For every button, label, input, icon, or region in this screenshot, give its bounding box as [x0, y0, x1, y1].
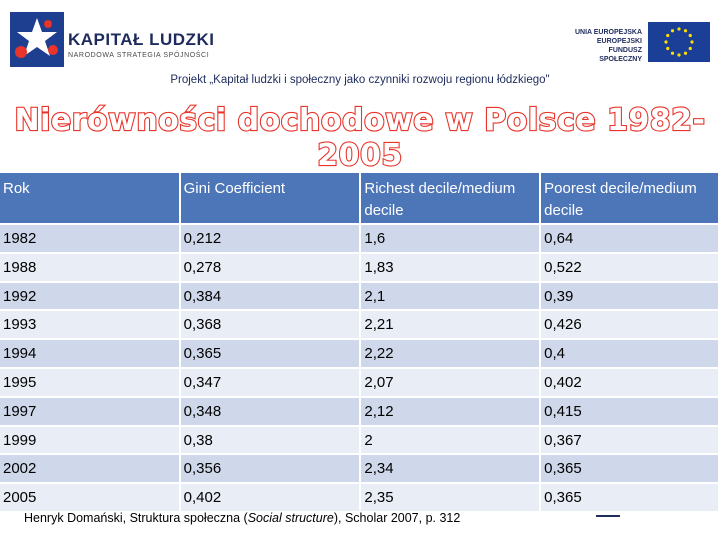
- source-text: ), Scholar 2007, p. 312: [333, 511, 461, 525]
- cell-richest: 1,83: [360, 253, 540, 282]
- cell-year: 1999: [0, 426, 180, 455]
- cell-richest: 2,22: [360, 339, 540, 368]
- cell-gini: 0,356: [180, 454, 361, 483]
- eu-flag-icon: [648, 22, 710, 62]
- project-line: Projekt „Kapitał ludzki i społeczny jako czynniki rozwoju regionu łódzkiego": [170, 74, 550, 86]
- table-row: [0, 397, 719, 426]
- eu-star-icon: [666, 47, 669, 50]
- cell-poorest: 0,365: [540, 483, 719, 512]
- eu-star-icon: [671, 52, 674, 55]
- cell-gini: 0,368: [180, 310, 361, 339]
- column-header-gini: Gini Coefficient: [180, 173, 361, 224]
- cell-poorest: 0,415: [540, 397, 719, 426]
- cell-gini: 0,212: [180, 224, 361, 253]
- eu-star-icon: [689, 47, 692, 50]
- cell-richest: 2,21: [360, 310, 540, 339]
- table-row: [0, 454, 719, 483]
- eu-logo-line: UNIA EUROPEJSKA: [574, 29, 642, 36]
- cell-gini: 0,348: [180, 397, 361, 426]
- eu-logo: [566, 22, 711, 64]
- eu-logo-text: [566, 28, 642, 64]
- eu-logo-line: FUNDUSZ SPOŁECZNY: [599, 47, 642, 63]
- table-row: [0, 339, 719, 368]
- cell-richest: 2: [360, 426, 540, 455]
- kapital-ludzki-logo: [10, 12, 220, 67]
- decorative-dash: [596, 515, 620, 517]
- cell-year: 1994: [0, 339, 180, 368]
- cell-year: 1997: [0, 397, 180, 426]
- table-row: [0, 282, 719, 311]
- table-header-row: [0, 173, 719, 224]
- table-row: [0, 368, 719, 397]
- cell-poorest: 0,365: [540, 454, 719, 483]
- kapital-ludzki-star-icon: [10, 12, 64, 67]
- cell-gini: 0,347: [180, 368, 361, 397]
- eu-star-icon: [690, 40, 693, 43]
- cell-year: 1995: [0, 368, 180, 397]
- cell-year: 1992: [0, 282, 180, 311]
- cell-year: 1988: [0, 253, 180, 282]
- source-citation: [24, 511, 460, 525]
- eu-logo-line: EUROPEJSKI: [596, 38, 642, 45]
- cell-poorest: 0,522: [540, 253, 719, 282]
- source-text: Henryk Domański, Struktura społeczna (: [24, 511, 248, 525]
- cell-gini: 0,384: [180, 282, 361, 311]
- column-header-richest: Richest decile/medium decile: [360, 173, 540, 224]
- column-header-year: Rok: [0, 173, 180, 224]
- cell-poorest: 0,402: [540, 368, 719, 397]
- table-row: [0, 483, 719, 512]
- table-row: [0, 253, 719, 282]
- cell-richest: 2,12: [360, 397, 540, 426]
- eu-star-icon: [689, 34, 692, 37]
- cell-year: 1982: [0, 224, 180, 253]
- cell-richest: 2,34: [360, 454, 540, 483]
- cell-poorest: 0,39: [540, 282, 719, 311]
- page-title: Nierówności dochodowe w Polsce 1982-2005: [14, 103, 706, 173]
- cell-year: 2002: [0, 454, 180, 483]
- column-header-poorest: Poorest decile/medium decile: [540, 173, 719, 224]
- eu-star-icon: [666, 34, 669, 37]
- cell-gini: 0,38: [180, 426, 361, 455]
- eu-star-icon: [677, 27, 680, 30]
- left-logo-title: KAPITAŁ LUDZKI: [68, 30, 215, 49]
- eu-star-icon: [684, 29, 687, 32]
- table-row: [0, 310, 719, 339]
- cell-richest: 1,6: [360, 224, 540, 253]
- eu-star-icon: [684, 52, 687, 55]
- cell-poorest: 0,426: [540, 310, 719, 339]
- cell-poorest: 0,367: [540, 426, 719, 455]
- table-row: [0, 426, 719, 455]
- table-row: [0, 224, 719, 253]
- eu-star-icon: [677, 53, 680, 56]
- cell-richest: 2,35: [360, 483, 540, 512]
- cell-gini: 0,278: [180, 253, 361, 282]
- source-italic: Social structure: [247, 511, 334, 525]
- cell-poorest: 0,4: [540, 339, 719, 368]
- eu-star-icon: [664, 40, 667, 43]
- cell-year: 1993: [0, 310, 180, 339]
- cell-year: 2005: [0, 483, 180, 512]
- inequality-table: [0, 173, 720, 513]
- cell-richest: 2,07: [360, 368, 540, 397]
- cell-gini: 0,402: [180, 483, 361, 512]
- left-logo-subtitle: NARODOWA STRATEGIA SPÓJNOŚCI: [68, 52, 210, 59]
- cell-gini: 0,365: [180, 339, 361, 368]
- cell-richest: 2,1: [360, 282, 540, 311]
- table-body: [0, 224, 719, 512]
- eu-star-icon: [671, 29, 674, 32]
- cell-poorest: 0,64: [540, 224, 719, 253]
